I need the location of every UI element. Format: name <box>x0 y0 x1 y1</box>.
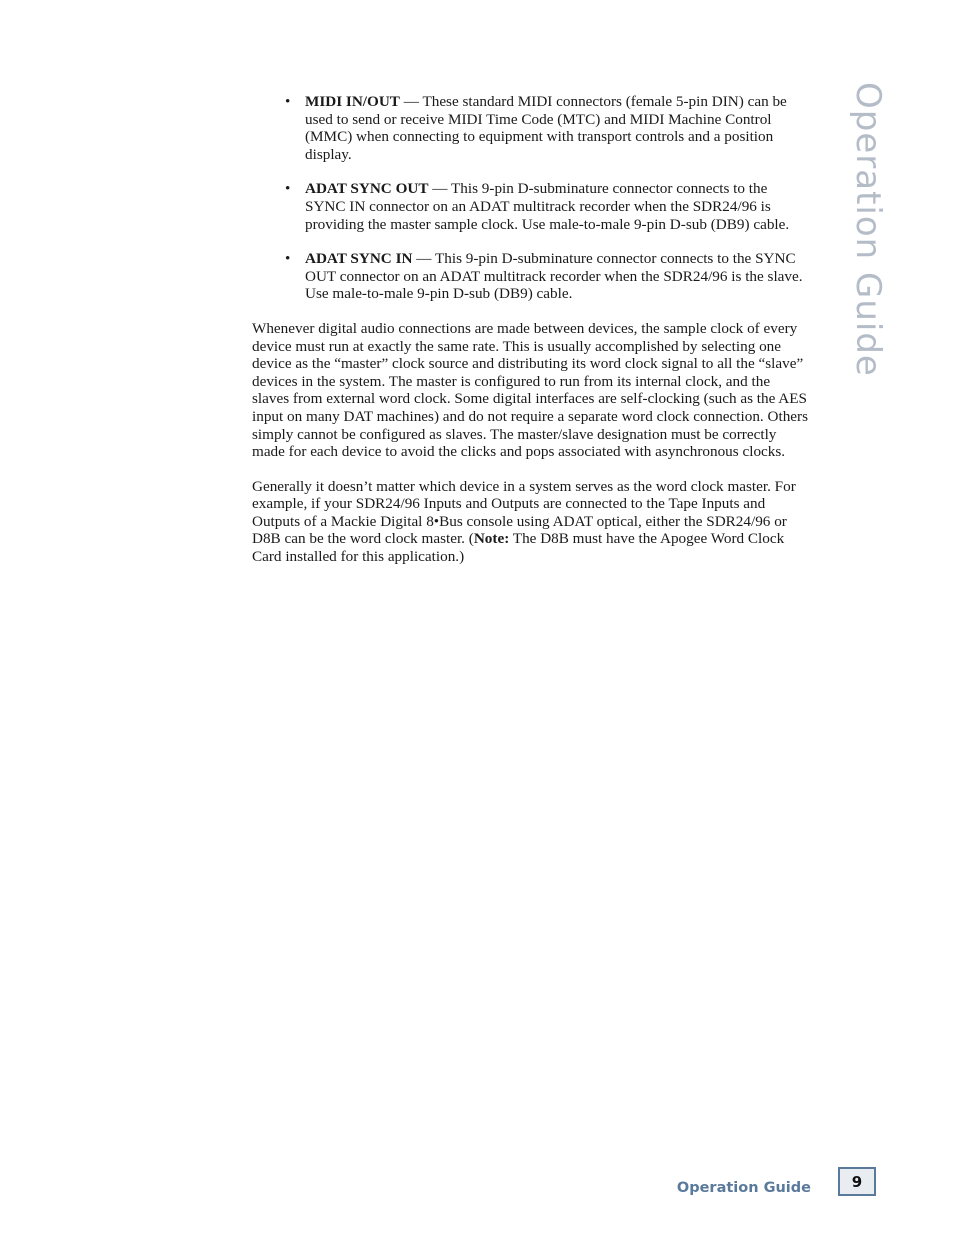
list-item <box>285 250 808 303</box>
bullet-icon: • <box>285 93 291 110</box>
bullet-icon: • <box>285 250 291 268</box>
paragraph-word-clock-master <box>252 478 808 566</box>
list-item <box>285 180 808 233</box>
note-label: Note: <box>473 530 510 548</box>
bullet-icon: • <box>285 180 291 198</box>
list-item-text: — This 9-pin D-subminature connector connects to the SYNC OUT connector on an ADAT multitrack recorder when the SDR24/96 is the slave. Use male-to-male 9-pin D-sub (DB9) cable. <box>305 250 803 303</box>
list-item <box>285 93 808 163</box>
footer-section-label: Operation Guide <box>676 1180 811 1196</box>
list-item-term: ADAT SYNC OUT <box>305 180 429 198</box>
paragraph-word-clock-intro: Whenever digital audio connections are made between devices, the sample clock of every device must run at exactly the same rate. This is usually accomplished by selecting one device as the “master” clock source and distributing its word clock signal to all the “slave” devices in the system. The master is configured to run from its internal clock, and the slaves from external word clock. Some digital interfaces are self-clocking (such as the AES input on many DAT machines) and do not require a separate word clock connection. Others simply cannot be configured as slaves. The master/slave designation must be correctly made for each device to avoid the clicks and pops associated with asynchronous clocks. <box>252 319 809 461</box>
list-item-term: ADAT SYNC IN <box>305 250 413 268</box>
list-item-text: — This 9-pin D-subminature connector connects to the SYNC IN connector on an ADAT multitrack recorder when the SDR24/96 is providing the master sample clock. Use male-to-male 9-pin D-sub (DB9) cable. <box>305 180 790 233</box>
side-section-title: Operation Guide <box>848 82 888 377</box>
page-body <box>252 93 808 583</box>
page-number: 9 <box>838 1167 876 1196</box>
paragraph-text: The D8B must have the Apogee Word Clock Card installed for this application.) <box>252 530 785 566</box>
connector-list <box>252 93 808 303</box>
list-item-term: MIDI IN/OUT <box>305 93 400 110</box>
paragraph-text: Generally it doesn’t matter which device in a system serves as the word clock master. For example, if your SDR24/96 Inputs and Outputs are connected to the Tape Inputs and Outputs of a Mackie Digital 8•Bus console using ADAT optical, either the SDR24/96 or D8B can be the word clock master. ( <box>252 477 796 548</box>
list-item-text: — These standard MIDI connectors (female 5-pin DIN) can be used to send or receive MIDI Time Code (MTC) and MIDI Machine Control (MMC) when connecting to equipment with transport controls and a position display. <box>305 93 787 163</box>
